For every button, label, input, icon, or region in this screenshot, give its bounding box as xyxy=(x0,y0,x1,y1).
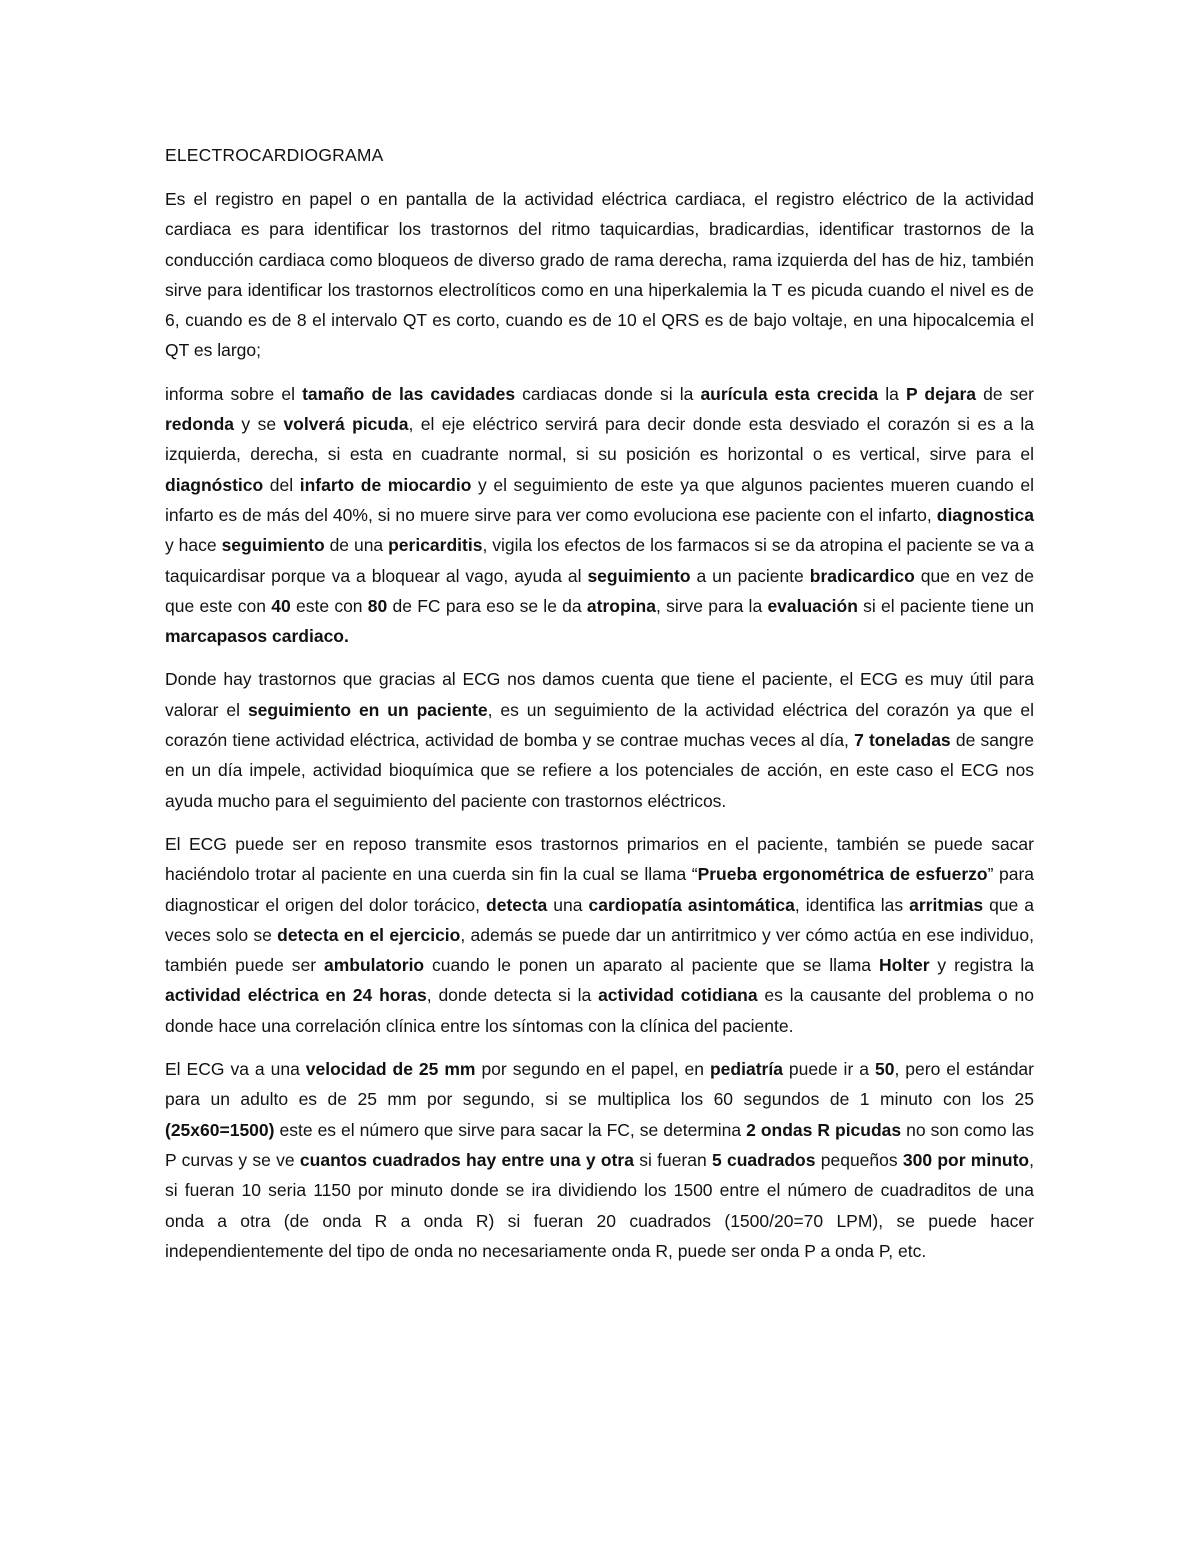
text-run: de una xyxy=(324,535,389,556)
text-run: , donde detecta si la xyxy=(426,985,599,1006)
text-run: este es el número que sirve para sacar la FC, se determina xyxy=(274,1119,747,1140)
paragraph xyxy=(165,184,1034,366)
bold-text: actividad eléctrica en 24 horas xyxy=(165,985,427,1006)
text-run: que en vez de que este con xyxy=(165,565,1035,616)
text-run: informa sobre el xyxy=(165,383,303,404)
text-run: cuando le ponen un aparato al paciente que se llama xyxy=(424,955,879,976)
bold-text: 7 toneladas xyxy=(854,730,951,751)
bold-text: actividad cotidiana xyxy=(598,985,758,1006)
text-run: si fueran xyxy=(633,1149,712,1170)
bold-text: seguimiento xyxy=(221,535,325,556)
text-run: no son como las P curvas y se ve xyxy=(165,1119,1034,1170)
bold-text: Holter xyxy=(878,955,930,976)
text-run: este con xyxy=(290,595,368,616)
text-run: y registra la xyxy=(929,955,1034,976)
bold-text: volverá picuda xyxy=(283,414,409,435)
bold-text: velocidad de 25 mm xyxy=(305,1059,476,1080)
document-page xyxy=(165,140,1034,1279)
text-run: y se xyxy=(234,414,284,435)
bold-text: pericarditis xyxy=(388,535,483,556)
paragraph xyxy=(165,664,1034,815)
text-run: El ECG puede ser en reposo transmite esos trastornos primarios en el paciente, también se puede sacar haciéndolo trotar al paciente en una cuerda sin fin la cual se llama “ xyxy=(165,833,1034,885)
bold-text: 50 xyxy=(874,1059,895,1080)
text-run: Donde hay trastornos que gracias al ECG nos damos cuenta que tiene el paciente, el ECG es muy útil para valorar el xyxy=(165,669,1034,720)
text-run: de FC para eso se le da xyxy=(387,595,587,616)
bold-text: diagnostica xyxy=(936,504,1034,525)
paragraph xyxy=(165,1054,1034,1266)
text-run: , vigila los efectos de los farmacos si se da atropina el paciente se va a taquicardisar porque va a bloquear al vago, ayuda al xyxy=(165,535,1035,586)
text-run: de ser xyxy=(976,383,1034,404)
text-run: , además se puede dar un antirritmico y ver cómo actúa en ese individuo, también puede ser xyxy=(165,924,1034,976)
text-run: la xyxy=(878,383,906,404)
bold-text: ambulatorio xyxy=(323,955,425,976)
bold-text: cuantos cuadrados hay entre una y otra xyxy=(299,1149,634,1170)
text-run: El ECG va a una xyxy=(165,1059,306,1080)
text-run: cardiacas donde si la xyxy=(515,383,701,404)
bold-text: cardiopatía asintomática xyxy=(588,894,795,915)
text-run: , si fueran 10 seria 1150 por minuto donde se ira dividiendo los 1500 entre el número de cuadraditos de una onda a otra (de onda R a onda R) si fueran 20 cuadrados (1500/20=70 LPM), se puede hacer independientemente del tipo de onda no necesariamente onda R, puede ser onda P a onda P, etc. xyxy=(165,1149,1034,1261)
bold-text: pediatría xyxy=(709,1059,783,1080)
bold-text: detecta en el ejercicio xyxy=(277,924,461,945)
text-run: a un paciente xyxy=(690,565,810,586)
document-body xyxy=(165,184,1034,1266)
bold-text: marcapasos cardiaco. xyxy=(165,626,349,647)
document-title: ELECTROCARDIOGRAMA xyxy=(165,145,384,165)
bold-text: arritmias xyxy=(909,894,984,915)
bold-text: tamaño de las cavidades xyxy=(302,383,516,404)
bold-text: 5 cuadrados xyxy=(711,1149,816,1170)
text-run: si el paciente tiene un xyxy=(857,595,1035,616)
bold-text: Prueba ergonométrica de esfuerzo xyxy=(697,864,988,885)
bold-text: 80 xyxy=(367,595,388,616)
text-run: de sangre en un día impele, actividad bioquímica que se refiere a los potenciales de acción, en este caso el ECG nos ayuda mucho para el seguimiento del paciente con trastornos eléctricos. xyxy=(165,730,1034,811)
text-run: y el seguimiento de este ya que algunos pacientes mueren cuando el infarto es de más del 40%, si no muere sirve para ver como evoluciona ese paciente con el infarto, xyxy=(165,474,1034,525)
text-run: por segundo en el papel, en xyxy=(475,1059,710,1080)
bold-text: seguimiento en un paciente xyxy=(247,699,488,720)
bold-text: diagnóstico xyxy=(165,474,264,495)
bold-text: aurícula esta crecida xyxy=(700,383,879,404)
bold-text: (25x60=1500) xyxy=(165,1119,275,1140)
text-run: del xyxy=(263,474,300,495)
text-run: es la causante del problema o no donde hace una correlación clínica entre los síntomas con la clínica del paciente. xyxy=(165,985,1035,1036)
text-run: puede ir a xyxy=(782,1059,875,1080)
text-run: y hace xyxy=(165,535,222,556)
text-run: , el eje eléctrico servirá para decir donde esta desviado el corazón si es a la izquierda, derecha, si esta en cuadrante normal, si su posición es horizontal o es vertical, sirve para el xyxy=(165,414,1034,465)
text-run: , sirve para la xyxy=(655,595,768,616)
bold-text: 40 xyxy=(271,595,291,616)
text-run: Es el registro en papel o en pantalla de la actividad eléctrica cardiaca, el registro eléctrico de la actividad cardiaca es para identificar los trastornos del ritmo taquicardias, bradicardias, identificar trastornos de la conducción cardiaca como bloqueos de diverso grado de rama derecha, rama izquierda del has de hiz, también sirve para identificar los trastornos electrolíticos como en una hiperkalemia la T es picuda cuando el nivel es de 6, cuando es de 8 el intervalo QT es corto, cuando es de 10 el QRS es de bajo voltaje, en una hipocalcemia el QT es largo; xyxy=(165,189,1034,361)
text-run: una xyxy=(547,894,589,915)
bold-text: seguimiento xyxy=(587,565,691,586)
paragraph xyxy=(165,379,1034,652)
bold-text: 300 por minuto xyxy=(902,1149,1030,1170)
bold-text: 2 ondas R picudas xyxy=(746,1119,902,1140)
bold-text: evaluación xyxy=(767,595,858,616)
paragraph xyxy=(165,829,1034,1041)
bold-text: atropina xyxy=(586,595,656,616)
text-run: , identifica las xyxy=(794,894,910,915)
text-run: que a veces solo se xyxy=(165,894,1034,945)
bold-text: detecta xyxy=(486,894,548,915)
bold-text: P dejara xyxy=(905,383,976,404)
text-run: ” para diagnosticar el origen del dolor torácico, xyxy=(165,864,1035,915)
bold-text: bradicardico xyxy=(809,565,915,586)
text-run: , es un seguimiento de la actividad eléctrica del corazón ya que el corazón tiene actividad eléctrica, actividad de bomba y se contrae muchas veces al día, xyxy=(165,699,1034,751)
bold-text: infarto de miocardio xyxy=(299,474,472,495)
text-run: pequeños xyxy=(815,1149,903,1170)
text-run: , pero el estándar para un adulto es de 25 mm por segundo, si se multiplica los 60 segundos de 1 minuto con los 25 xyxy=(165,1059,1034,1110)
bold-text: redonda xyxy=(165,414,235,435)
